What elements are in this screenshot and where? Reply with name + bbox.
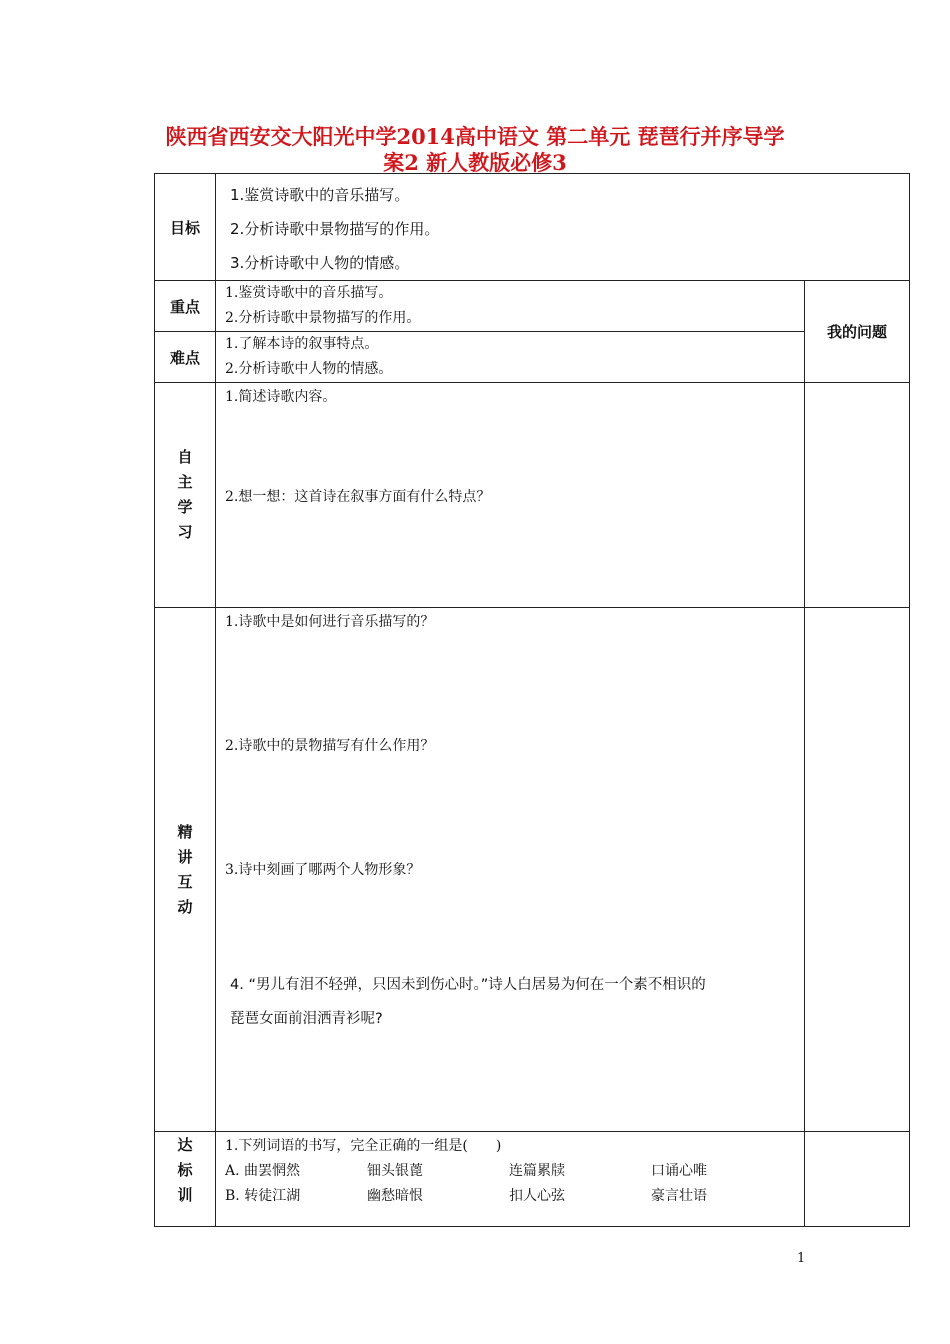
- self-study-question-1: 1.简述诗歌内容。: [225, 389, 337, 405]
- training-row: [155, 1132, 910, 1227]
- title-line-2: 案2 新人教版必修3: [383, 150, 567, 175]
- key-point-item: 2.分析诗歌中景物描写的作用。: [225, 310, 421, 326]
- difficulty-item: 2.分析诗歌中人物的情感。: [225, 361, 393, 377]
- difficulty-item: 1.了解本诗的叙事特点。: [225, 336, 379, 352]
- goal-item: 2.分析诗歌中景物描写的作用。: [230, 220, 440, 238]
- self-study-row: [155, 383, 910, 608]
- key-points-label: 重点: [155, 281, 216, 332]
- intensive-question-1: 1.诗歌中是如何进行音乐描写的？: [225, 614, 435, 630]
- intensive-question-4: 4. “男儿有泪不轻弹，只因未到伤心时。”诗人白居易为何在一个素不相识的 琵琶女面前泪洒青衫呢?: [230, 977, 706, 1027]
- self-study-content: [216, 383, 805, 608]
- self-study-label: 自 主 学 习: [155, 383, 216, 608]
- self-study-question-2: 2.想一想：这首诗在叙事方面有什么特点？: [225, 489, 491, 505]
- key-point-item: 1.鉴赏诗歌中的音乐描写。: [225, 285, 393, 301]
- study-guide-table: [154, 173, 910, 1227]
- key-points-content: [216, 281, 805, 332]
- difficulties-content: [216, 332, 805, 383]
- difficulties-label: 难点: [155, 332, 216, 383]
- training-question-1: 1.下列词语的书写，完全正确的一组是( ): [225, 1138, 502, 1154]
- intensive-label: 精 讲 互 动: [155, 608, 216, 1132]
- difficulties-row: [155, 332, 910, 383]
- document-title: [100, 124, 850, 176]
- intensive-content: [216, 608, 805, 1132]
- my-questions-cell: [805, 608, 910, 1132]
- option-row-a: A. 曲罢惘然 钿头银蓖 连篇累牍 口诵心唯: [225, 1163, 707, 1179]
- intensive-row: [155, 608, 910, 1132]
- option-row-b: B. 转徒江湖 幽愁暗恨 扣人心弦 豪言壮语: [225, 1188, 707, 1204]
- title-line-1: 陕西省西安交大阳光中学2014高中语文 第二单元 琵琶行并序导学: [165, 124, 785, 149]
- my-questions-cell: [805, 1132, 910, 1227]
- key-points-row: [155, 281, 910, 332]
- goals-label: 目标: [155, 174, 216, 281]
- my-questions-label: 我的问题: [805, 281, 910, 383]
- training-label: 达 标 训: [155, 1132, 216, 1227]
- goals-row: [155, 174, 910, 281]
- goal-item: 1.鉴赏诗歌中的音乐描写。: [230, 186, 410, 204]
- intensive-question-2: 2.诗歌中的景物描写有什么作用？: [225, 738, 435, 754]
- goals-content: [216, 174, 910, 281]
- goal-item: 3.分析诗歌中人物的情感。: [230, 254, 410, 272]
- intensive-question-3: 3.诗中刻画了哪两个人物形象？: [225, 862, 421, 878]
- my-questions-cell: [805, 383, 910, 608]
- page-number: 1: [797, 1251, 806, 1266]
- training-content: [216, 1132, 805, 1227]
